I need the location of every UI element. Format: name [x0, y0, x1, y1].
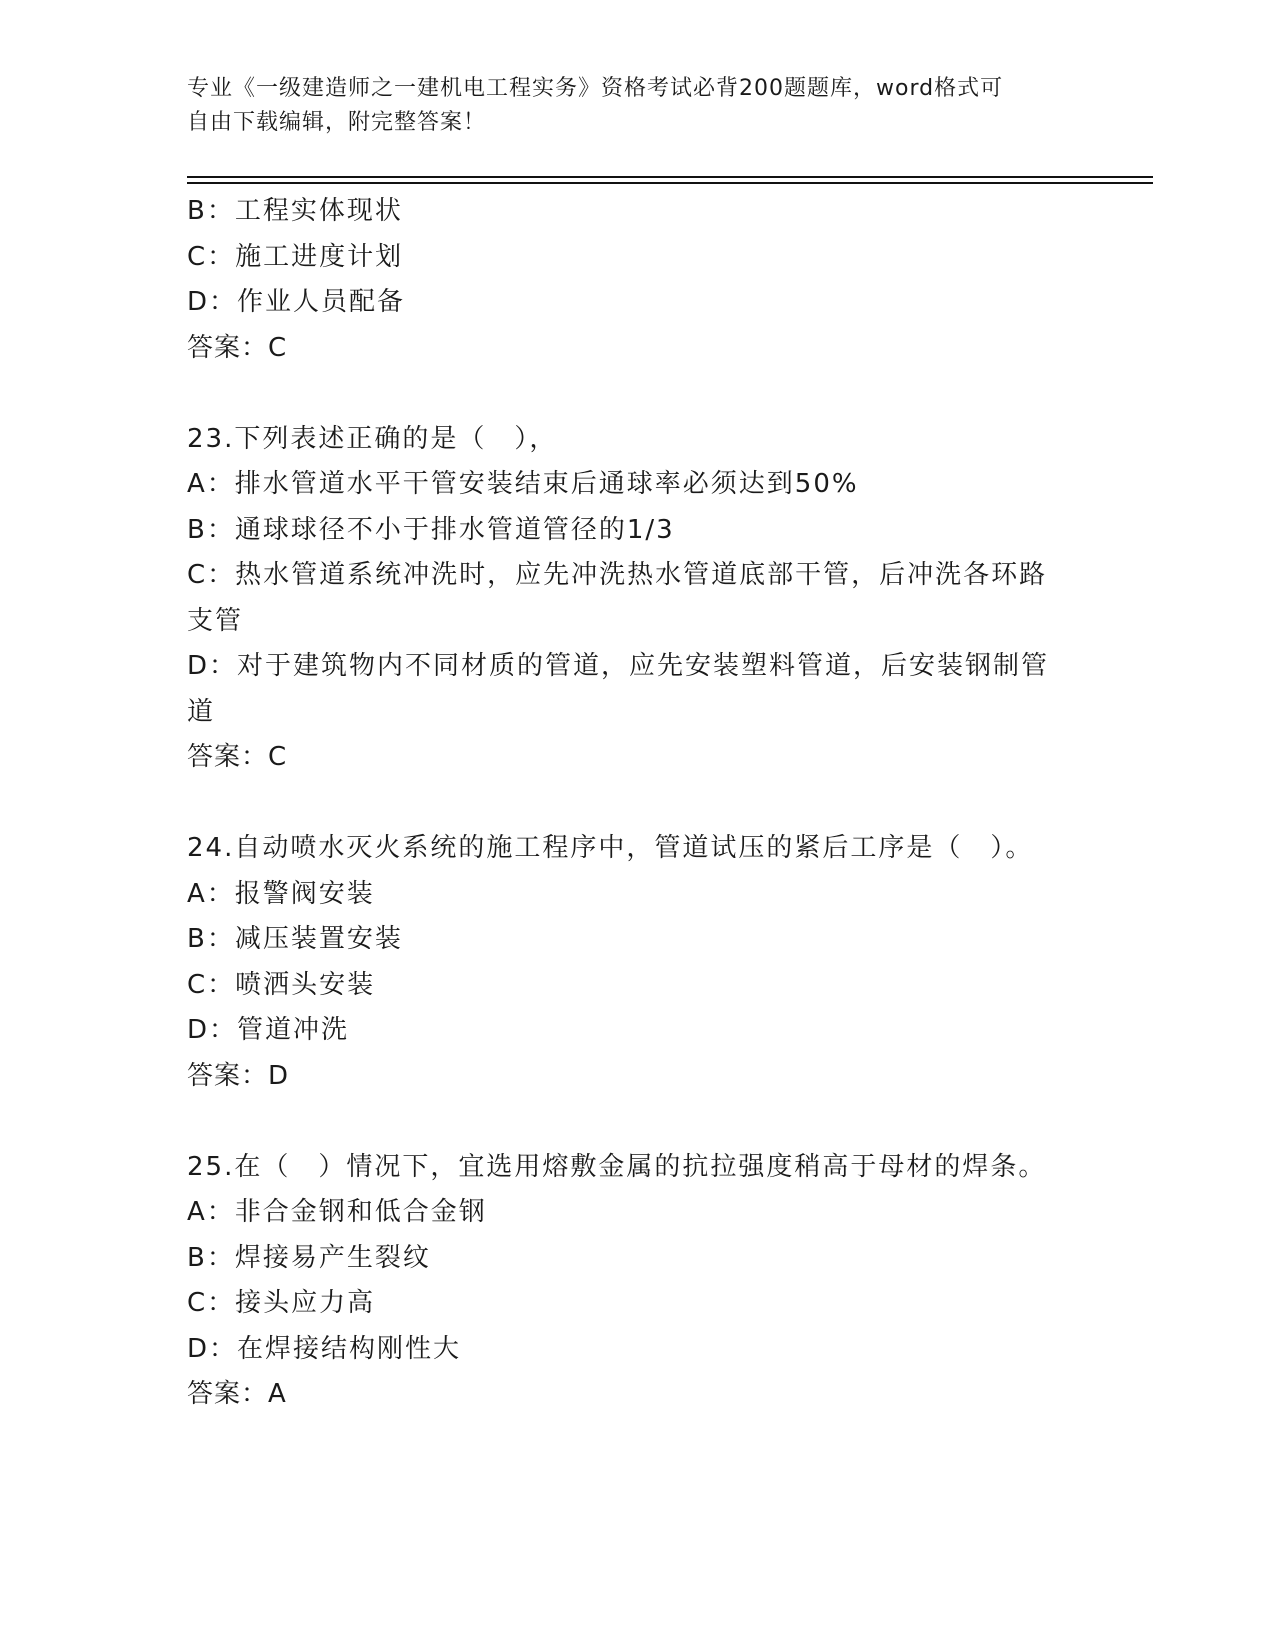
spacer [187, 1099, 1067, 1145]
question-25 [187, 1145, 1067, 1418]
option-b: B：通球球径不小于排水管道管径的1/3 [187, 514, 675, 545]
spacer [187, 781, 1067, 827]
header-title-line-1: 专业《一级建造师之一建机电工程实务》资格考试必背200题题库，word格式可 [187, 76, 1004, 101]
option-c: C：接头应力高 [187, 1288, 376, 1318]
header-divider-bottom [187, 182, 1153, 184]
answer: 答案：A [187, 1379, 287, 1409]
spacer [187, 371, 1067, 417]
answer: 答案：D [187, 1060, 290, 1091]
option-b: B：减压装置安装 [187, 924, 403, 954]
option-c: C：喷洒头安装 [187, 969, 376, 1000]
option-b: B：焊接易产生裂纹 [187, 1242, 431, 1273]
option-a: A：非合金钢和低合金钢 [187, 1197, 487, 1227]
option-c-continued: 支管 [187, 605, 244, 636]
option-d: D：作业人员配备 [187, 287, 406, 317]
option-d: D：在焊接结构刚性大 [187, 1333, 462, 1364]
option-c: C：施工进度计划 [187, 241, 404, 272]
question-23 [187, 417, 1067, 781]
answer: 答案：C [187, 742, 288, 772]
option-c: C：热水管道系统冲洗时，应先冲洗热水管道底部干管，后冲洗各环路 [187, 560, 1048, 590]
option-a: A：排水管道水平干管安装结束后通球率必须达到50% [187, 469, 859, 499]
option-d: D：管道冲洗 [187, 1015, 350, 1045]
question-text: 24.自动喷水灭火系统的施工程序中，管道试压的紧后工序是（ ）。 [187, 833, 1034, 863]
option-d-continued: 道 [187, 696, 216, 727]
question-list [187, 189, 1067, 1418]
question-text: 25.在（ ）情况下，宜选用熔敷金属的抗拉强度稍高于母材的焊条。 [187, 1151, 1047, 1182]
option-a: A：报警阀安装 [187, 878, 375, 909]
option-d: D：对于建筑物内不同材质的管道，应先安装塑料管道，后安装钢制管 [187, 651, 1050, 681]
document-header [187, 72, 1087, 140]
question-text: 23.下列表述正确的是（ ）， [187, 423, 558, 454]
option-b: B：工程实体现状 [187, 196, 403, 226]
question-24 [187, 826, 1067, 1099]
answer: 答案：C [187, 332, 288, 363]
header-divider-top [187, 176, 1153, 178]
question-22-tail [187, 189, 1067, 371]
header-title-line-2: 自由下载编辑，附完整答案！ [187, 110, 487, 135]
